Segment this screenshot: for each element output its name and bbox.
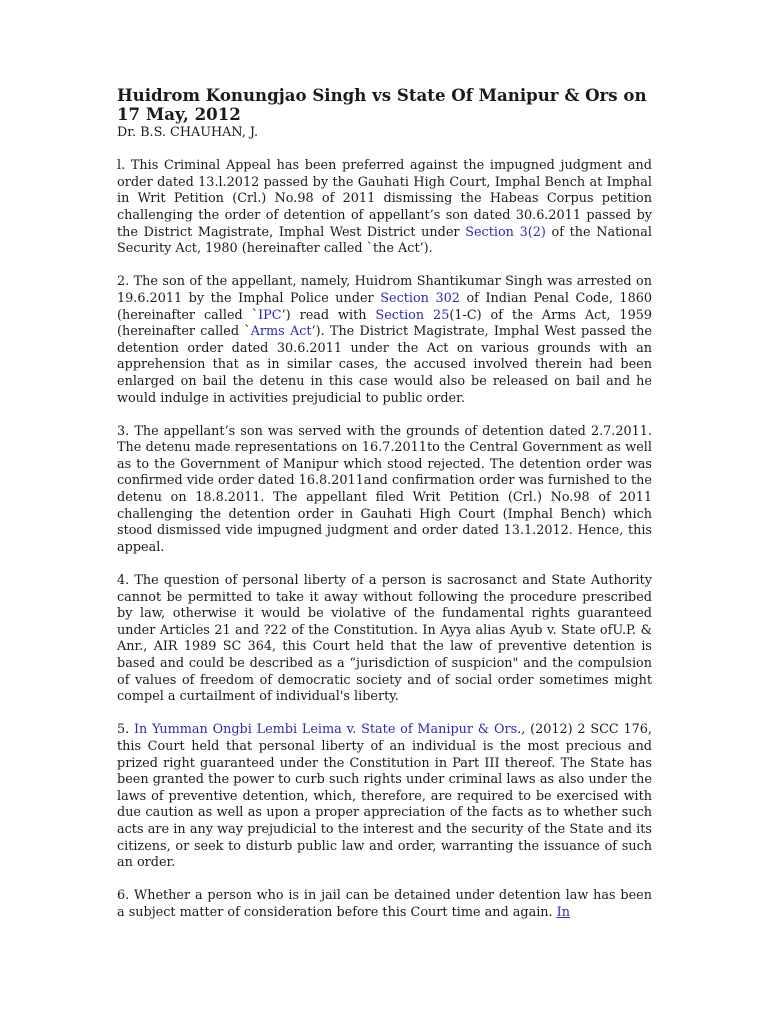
document-title: Huidrom Konungjao Singh vs State Of Manipur & Ors on 17 May, 2012 — [117, 85, 647, 124]
link-arms-act[interactable]: Arms Act — [250, 324, 312, 340]
paragraph-5 — [117, 722, 652, 871]
paragraph-2-text-5: ’). The District Magistrate, Imphal West passed the detention order dated 30.6.2011 under the Act on various grounds with an apprehension that as in similar cases, the accused involved therein had been enlarged on bail the detenu in this case would also be released on bail and he would indulge in activities prejudicial to public order. — [117, 324, 652, 406]
paragraph-2-text-4: (1-C) of the Arms Act, 1959 (hereinafter called ` — [117, 307, 653, 340]
paragraph-4-text-1: 4. The question of personal liberty of a person is sacrosanct and State Authority cannot be permitted to take it away without following the procedure prescribed by law, otherwise it would be violative of the fundamental rights guaranteed under Articles 21 and ?22 of the Constitution. In Ayya alias Ayub v. State ofU.P. & Anr., AIR 1989 SC 364, this Court held that the law of preventive detention is based and could be described as a “jurisdiction of suspicion" and the compulsion of values of freedom of democratic society and of social order sometimes might compel a curtailment of individual's liberty. — [117, 573, 652, 705]
paragraph-2-text-3: ’) read with — [281, 307, 376, 323]
paragraph-1-text-1: l. This Criminal Appeal has been preferred against the impugned judgment and order dated 13.l.2012 passed by the Gauhati High Court, Imphal Bench at Imphal in Writ Petition (Crl.) No.98 of 2011 dismissing the Habeas Corpus petition challenging the order of detention of appellant’s son dated 30.6.2011 passed by the District Magistrate, Imphal West District under — [117, 158, 652, 240]
link-in-case[interactable]: In — [556, 904, 570, 920]
document-page — [117, 86, 652, 922]
paragraph-4 — [117, 573, 652, 706]
link-yumman-ongbi-case[interactable]: In Yumman Ongbi Lembi Leima v. State of Manipur & Ors — [134, 722, 518, 738]
document-author: Dr. B.S. CHAUHAN, J. — [117, 125, 259, 140]
paragraph-5-text-1: 5. — [117, 722, 134, 738]
paragraph-3-text-1: 3. The appellant’s son was served with the grounds of detention dated 2.7.2011. The detenu made representations on 16.7.2011to the Central Government as well as to the Government of Manipur which stood rejected. The detention order was confirmed vide order dated 16.8.2011and confirmation order was furnished to the detenu on 18.8.2011. The appellant filed Writ Petition (Crl.) No.98 of 2011 challenging the detention order in Gauhati High Court (Imphal Bench) which stood dismissed vide impugned judgment and order dated 13.1.2012. Hence, this appeal. — [117, 423, 652, 555]
link-section-3-2[interactable]: Section 3(2) — [465, 224, 546, 240]
paragraph-1 — [117, 158, 652, 258]
paragraph-6 — [117, 888, 652, 921]
paragraph-2 — [117, 274, 652, 407]
paragraph-1-text-2: of the National Security Act, 1980 (hereinafter called `the Act’). — [117, 224, 652, 257]
paragraph-2-text-1: 2. The son of the appellant, namely, Huidrom Shantikumar Singh was arrested on 19.6.2011 by the Imphal Police under — [117, 274, 652, 306]
paragraph-2-text-2: of Indian Penal Code, 1860 (hereinafter called ` — [117, 290, 653, 323]
paragraph-6-text-1: 6. Whether a person who is in jail can be detained under detention law has been a subject matter of consideration before this Court time and again. — [117, 888, 652, 920]
paragraph-3 — [117, 424, 652, 557]
link-section-25[interactable]: Section 25 — [375, 307, 450, 323]
link-section-302[interactable]: Section 302 — [380, 290, 460, 306]
link-ipc[interactable]: IPC — [258, 307, 282, 323]
paragraph-5-text-2: ., (2012) 2 SCC 176, this Court held that personal liberty of an individual is the most precious and prized right guaranteed under the Constitution in Part III thereof. The State has been granted the power to curb such rights under criminal laws as also under the laws of preventive detention, which, therefore, are required to be exercised with due caution as well as upon a proper appreciation of the facts as to whether such acts are in any way prejudicial to the interest and the security of the State and its citizens, or seek to disturb public law and order, warranting the issuance of such an order. — [117, 722, 652, 871]
